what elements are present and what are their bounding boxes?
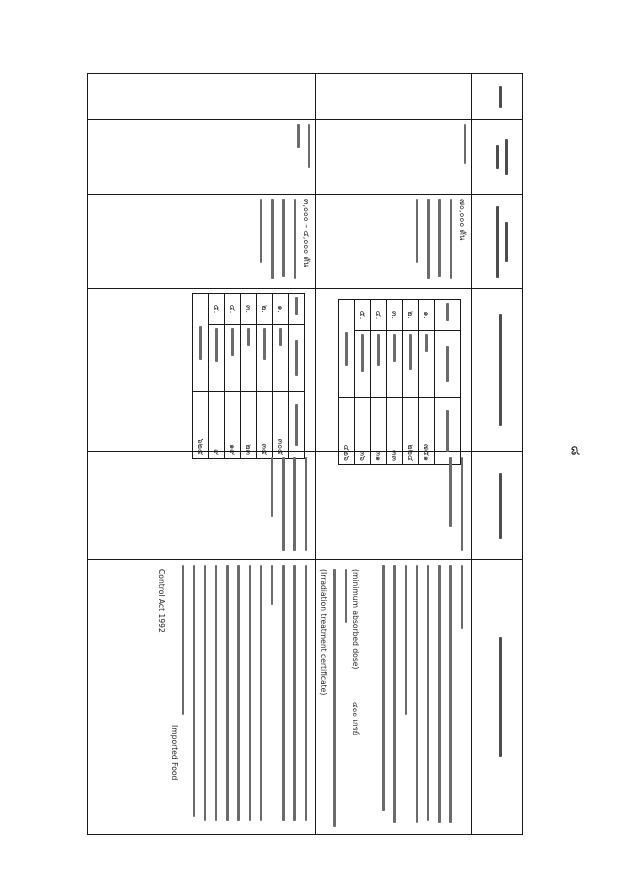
demand-quantity (407, 199, 468, 283)
row-number: ๒. (403, 300, 419, 331)
total-quantity: ๖๒๕ (193, 392, 209, 459)
import-quantity: ๙ (209, 392, 225, 459)
row-number: ๔. (371, 300, 387, 331)
country-name (387, 331, 403, 398)
column-divider (87, 288, 523, 289)
country-name (273, 325, 289, 392)
country-name (257, 325, 273, 392)
demand-quantity (251, 199, 312, 283)
row-number: ๑. (419, 300, 435, 331)
row-number: ๕. (355, 300, 371, 331)
country-name (403, 331, 419, 398)
table-row (355, 300, 371, 465)
absorbed-dose-term: (minimum absorbed dose) (351, 569, 360, 670)
item-category (297, 124, 310, 190)
header-item-type (472, 120, 522, 194)
quantity-note (416, 199, 452, 283)
table-total-row (339, 300, 355, 465)
header-cell (435, 331, 461, 398)
header-cell (289, 325, 305, 392)
header-cell (289, 294, 305, 325)
import-quantity: ๗๕๑ (419, 398, 435, 465)
quantity-note (260, 199, 296, 283)
table-border-bottom (87, 73, 88, 835)
header-demand-quantity (472, 195, 522, 288)
table-row (209, 294, 225, 459)
import-characteristics (262, 457, 307, 553)
import-quantity: ๒๓ (241, 392, 257, 459)
header-import-characteristics (472, 452, 522, 559)
import-volume-table (192, 293, 305, 459)
table-row (371, 300, 387, 465)
import-quantity: ๑๙ (225, 392, 241, 459)
table-row (241, 294, 257, 459)
table-header-row (289, 294, 305, 459)
table-row (225, 294, 241, 459)
table-border-left (87, 73, 523, 74)
column-divider (87, 559, 523, 560)
row-number: ๓. (241, 294, 257, 325)
table-border-top (522, 73, 523, 835)
imported-food-act-term: Imported Food (170, 725, 179, 781)
table-row (419, 300, 435, 465)
import-quantity: ๒๒๔ (403, 398, 419, 465)
page-number: ๘ (567, 445, 583, 456)
header-cell (435, 398, 461, 465)
row-number: ๕. (209, 294, 225, 325)
import-quantity: ๓๖ (355, 398, 371, 465)
country-name (355, 331, 371, 398)
header-country (472, 74, 522, 119)
table-row (257, 294, 273, 459)
column-divider (87, 194, 523, 195)
header-import-quantity (472, 289, 522, 451)
control-act-term: Control Act 1992 (157, 569, 166, 633)
total-quantity: ๔๒๖ (339, 398, 355, 465)
quantity-value: ๗๐,๐๐๐ ตัน (458, 199, 467, 241)
table-row (387, 300, 403, 465)
country-name (241, 325, 257, 392)
header-cell (289, 392, 305, 459)
row-number: ๑. (273, 294, 289, 325)
total-label (193, 294, 209, 392)
import-volume-table (338, 299, 461, 465)
table-total-row (193, 294, 209, 459)
import-requirements-table (87, 73, 523, 835)
total-label (339, 300, 355, 398)
country-name (419, 331, 435, 398)
dose-value: ๔๐๐ เกรย์ (351, 702, 360, 736)
country-name (225, 325, 241, 392)
table-row (403, 300, 419, 465)
import-quantity: ๓๐๕ (273, 392, 289, 459)
country-name (371, 331, 387, 398)
import-quantity: ๓๓ (387, 398, 403, 465)
row-number: ๔. (225, 294, 241, 325)
import-quantity: ๓๕ (257, 392, 273, 459)
import-characteristics (441, 457, 463, 553)
row-number: ๓. (387, 300, 403, 331)
row-divider (315, 73, 316, 835)
table-header-row (435, 300, 461, 465)
import-conditions (374, 565, 464, 827)
import-quantity: ๓๑ (371, 398, 387, 465)
table-row (273, 294, 289, 459)
import-conditions (173, 565, 307, 827)
item-name (464, 124, 466, 176)
row-number: ๒. (257, 294, 273, 325)
table-border-right (87, 834, 523, 835)
quantity-value: ๓,๐๐๐ – ๔,๐๐๐ ตัน (302, 199, 311, 268)
column-divider (87, 119, 523, 120)
country-name (209, 325, 225, 392)
header-import-conditions (472, 560, 522, 834)
header-cell (435, 300, 461, 331)
irradiation-certificate-term: (Irradiation treatment certificate) (319, 569, 328, 696)
